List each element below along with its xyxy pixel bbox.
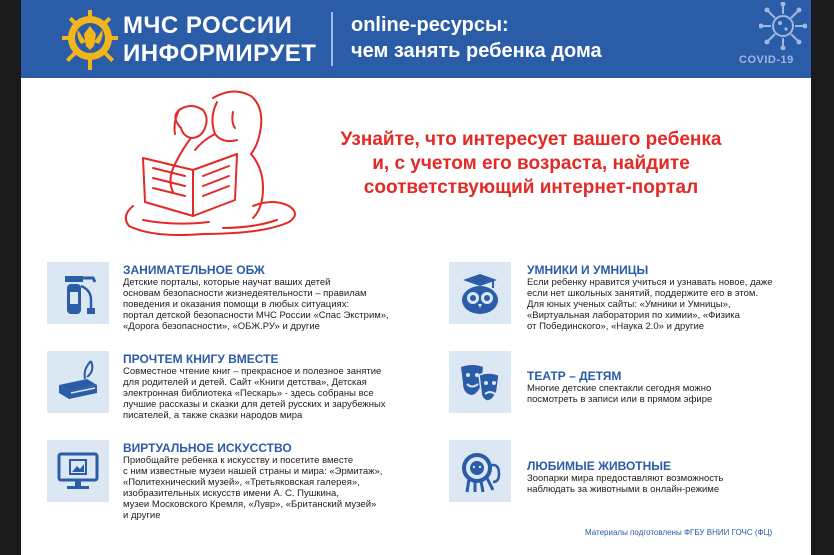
header-subtitle-line2: чем занять ребенка дома [351, 40, 602, 62]
block-text-line: от Побединского», «Наука 2.0» и другие [527, 321, 705, 332]
block-icon-box [449, 262, 511, 324]
block-text-line: писателей, а также сказки народов мира [123, 410, 303, 421]
block-text-line: поведения и оказания помощи в любых ситуациях: [123, 299, 350, 310]
header-title-line1: МЧС РОССИИ [123, 12, 293, 39]
header-divider [331, 12, 333, 66]
block-text-line: «Дорога безопасности», «ОБЖ.РУ» и другие [123, 321, 320, 332]
block-title: ЛЮБИМЫЕ ЖИВОТНЫЕ [527, 459, 672, 473]
block-text-line: лучшие рассказы и сказки для детей русских и зарубежных [123, 399, 386, 410]
block-icon-box [47, 262, 109, 324]
headline [291, 128, 771, 200]
covid-badge: COVID-19 [739, 54, 794, 66]
block-text-line: наблюдать за животными в онлайн-режиме [527, 484, 720, 495]
block-text-line: посмотреть в записи или в прямом эфире [527, 394, 713, 405]
theater-masks-icon [455, 357, 505, 407]
block-text-line: Зоопарки мира предоставляют возможность [527, 473, 724, 484]
block-text-line: Совместное чтение книг – прекрасное и полезное занятие [123, 366, 382, 377]
block-text-line: Многие детские спектакли сегодня можно [527, 383, 712, 394]
block-title: ТЕАТР – ДЕТЯМ [527, 369, 622, 383]
block-text-line: если нет школьных занятий, поддержите его в этом. [527, 288, 759, 299]
block-text-line: Приобщайте ребенка к искусству и посетите вместе [123, 455, 354, 466]
block-icon-box [449, 440, 511, 502]
lion-icon [455, 446, 505, 496]
block-text-line: основам безопасности жизнедеятельности – правилам [123, 288, 367, 299]
headline-line3: соответствующий интернет-портал [363, 177, 699, 198]
owl-graduate-icon [455, 268, 505, 318]
block-text-line: Для юных ученых сайты: «Умники и Умницы», [527, 299, 731, 310]
fire-extinguisher-icon [53, 268, 103, 318]
footer-credit: Материалы подготовлены ФГБУ ВНИИ ГОЧС (ФЦ) [585, 528, 773, 537]
block-text [527, 277, 773, 332]
block-title: ЗАНИМАТЕЛЬНОЕ ОБЖ [123, 263, 265, 277]
block-text-line: изобразительных искусств имени А. С. Пушкина, [123, 488, 339, 499]
block-text-line: с ним известные музеи нашей страны и мира: «Эрмитаж», [123, 466, 383, 477]
header-title-line2: ИНФОРМИРУЕТ [123, 40, 317, 67]
block-text [123, 277, 389, 332]
monitor-painting-icon [53, 446, 103, 496]
book-icon [53, 357, 103, 407]
block-text-line: Если ребенку нравится учиться и узнавать новое, даже [527, 277, 773, 288]
mother-child-reading-illustration [113, 88, 303, 240]
block-title: ПРОЧТЕМ КНИГУ ВМЕСТЕ [123, 352, 279, 366]
block-text-line: электронная библиотека «Пескарь» - здесь собраны все [123, 388, 374, 399]
block-text-line: музеи Московского Кремля, «Лувр», «Британский музей» [123, 499, 377, 510]
block-text [527, 383, 712, 405]
block-title: ВИРТУАЛЬНОЕ ИСКУССТВО [123, 441, 292, 455]
block-text-line: портал детской безопасности МЧС России «Спас Экстрим», [123, 310, 389, 321]
header-title [123, 12, 316, 68]
headline-line1: Узнайте, что интересует вашего ребенка [340, 129, 722, 150]
block-text-line: для родителей и детей. Сайт «Книги детства», Детская [123, 377, 367, 388]
block-text [123, 366, 386, 421]
header-subtitle-line1: online-ресурсы: [351, 14, 509, 36]
block-icon-box [47, 440, 109, 502]
header-banner [21, 0, 811, 78]
block-text-line: и другие [123, 510, 161, 521]
headline-line2: и, с учетом его возраста, найдите [372, 153, 690, 174]
block-text [527, 473, 723, 495]
poster [21, 0, 811, 555]
block-text-line: «Политехнический музей», «Третьяковская галерея», [123, 477, 360, 488]
block-text [123, 455, 382, 521]
mchs-emblem-icon [61, 8, 119, 72]
block-text-line: «Виртуальная лаборатория по химии», «Физика [527, 310, 740, 321]
block-text-line: Детские порталы, которые научат ваших детей [123, 277, 331, 288]
block-icon-box [47, 351, 109, 413]
virus-icon [759, 2, 807, 50]
header-subtitle [351, 12, 602, 64]
block-title: УМНИКИ И УМНИЦЫ [527, 263, 649, 277]
block-icon-box [449, 351, 511, 413]
